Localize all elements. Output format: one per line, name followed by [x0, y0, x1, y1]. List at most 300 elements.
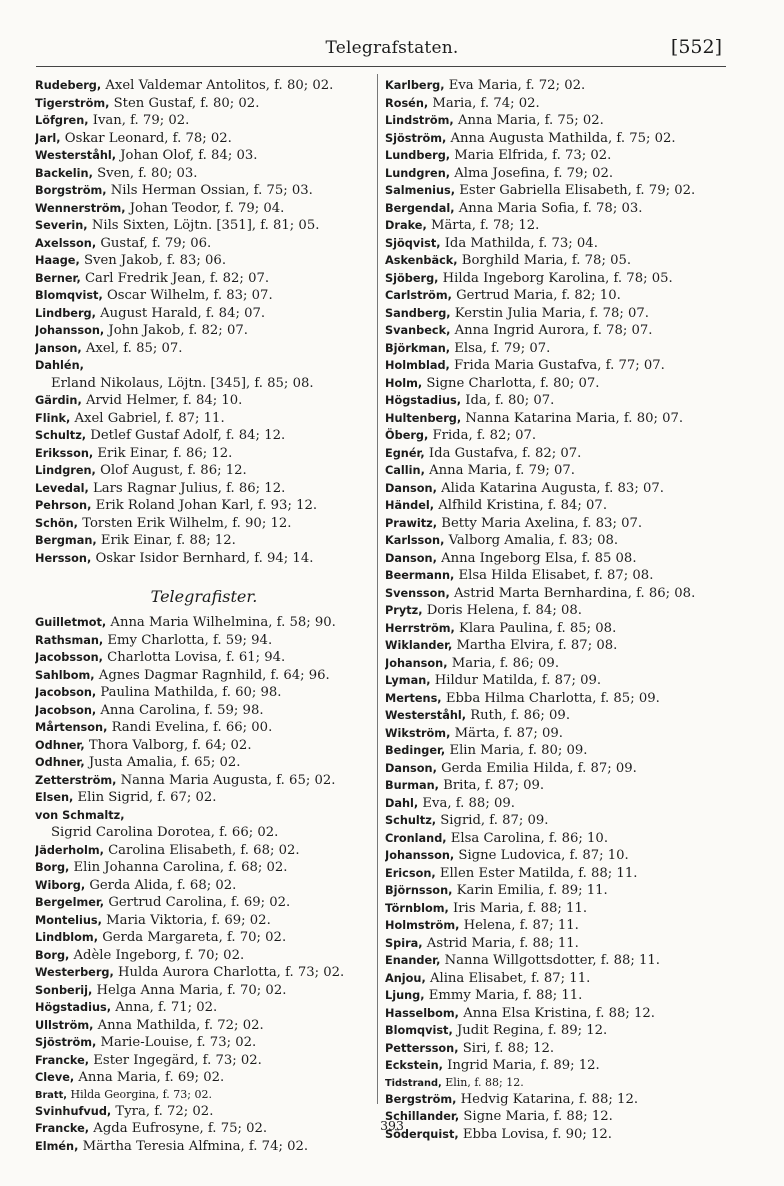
- entry-details: Maria, f. 74; 02.: [432, 95, 540, 111]
- list-item: [385, 252, 727, 270]
- entry-surname: Francke,: [35, 1053, 90, 1067]
- entry-details: Hilda Georgina, f. 73; 02.: [70, 1087, 212, 1101]
- entry-details: Anna Augusta Mathilda, f. 75; 02.: [450, 130, 676, 146]
- entry-surname: Odhner,: [35, 738, 85, 752]
- entry-details: Nils Herman Ossian, f. 75; 03.: [110, 183, 313, 198]
- list-item: [35, 614, 373, 632]
- entry-surname: Jäderholm,: [35, 843, 104, 857]
- entry-surname: Mårtenson,: [35, 721, 108, 734]
- entry-details: Sten Gustaf, f. 80; 02.: [113, 95, 260, 111]
- entry-surname: Rosén,: [385, 96, 429, 110]
- list-item: [385, 1022, 727, 1040]
- entry-surname: Holmblad,: [385, 359, 450, 372]
- entry-surname: Bergendal,: [385, 201, 455, 215]
- entry-details: Valborg Amalia, f. 83; 08.: [448, 533, 619, 548]
- list-item: [35, 217, 373, 235]
- entry-details: Marie-Louise, f. 73; 02.: [100, 1035, 257, 1050]
- entry-details: Frida Maria Gustafva, f. 77; 07.: [454, 358, 665, 373]
- list-item: [35, 754, 373, 772]
- list-item: [35, 77, 373, 95]
- entry-details: Sigrid, f. 87; 09.: [440, 813, 549, 828]
- entry-details: Eva, f. 88; 09.: [422, 795, 515, 811]
- entry-surname: Tigerström,: [35, 96, 110, 110]
- entry-surname: Högstadius,: [35, 1001, 112, 1014]
- entry-surname: Bergman,: [35, 534, 97, 547]
- list-item: [35, 807, 373, 842]
- entry-details: Oskar Leonard, f. 78; 02.: [64, 130, 232, 146]
- entry-surname: Borg,: [35, 948, 70, 962]
- entry-details: John Jakob, f. 82; 07.: [108, 323, 248, 338]
- entry-details: Erik Einar, f. 86; 12.: [97, 445, 233, 461]
- entry-surname: Callin,: [385, 464, 425, 477]
- telegrafister-list: [35, 614, 373, 1155]
- entry-surname: Lyman,: [385, 674, 431, 687]
- list-item: [385, 217, 727, 235]
- entry-surname: Westerståhl,: [35, 149, 117, 162]
- column-divider: [377, 74, 378, 1104]
- list-item: [35, 532, 373, 550]
- page-number: 393: [380, 1118, 404, 1133]
- list-item: [385, 480, 727, 498]
- entry-surname: Eckstein,: [385, 1059, 443, 1072]
- entry-surname: Rathsman,: [35, 633, 104, 647]
- entry-surname: Wiborg,: [35, 878, 86, 892]
- list-item: [385, 812, 727, 830]
- entry-surname: Hultenberg,: [385, 411, 462, 425]
- entry-details: Signe Maria, f. 88; 12.: [463, 1109, 613, 1124]
- entry-details: Ester Ingegärd, f. 73; 02.: [93, 1052, 262, 1068]
- entry-details: Oscar Wilhelm, f. 83; 07.: [106, 288, 273, 303]
- list-item: [385, 462, 727, 480]
- entry-details: Alma Josefina, f. 79; 02.: [454, 165, 614, 181]
- entry-surname: Blomqvist,: [385, 1024, 453, 1037]
- list-item: [385, 970, 727, 988]
- entry-surname: Gärdin,: [35, 394, 82, 407]
- entry-surname: Axelsson,: [35, 236, 97, 250]
- entry-surname: Cleve,: [35, 1071, 75, 1084]
- entry-surname: Wikström,: [385, 726, 451, 740]
- entry-surname: Lindblom,: [35, 931, 98, 944]
- entry-surname: Holm,: [385, 376, 423, 390]
- list-item: [385, 620, 727, 638]
- entry-details: Elin Maria, f. 80; 09.: [449, 743, 588, 758]
- list-item: [385, 1057, 727, 1075]
- list-item: [385, 165, 727, 183]
- entry-surname: Johansson,: [35, 324, 105, 337]
- entry-surname: Pettersson,: [385, 1041, 459, 1055]
- entry-surname: Karlberg,: [385, 79, 445, 92]
- entry-details: Ruth, f. 86; 09.: [470, 708, 571, 723]
- list-item: [35, 112, 373, 130]
- entry-surname: Danson,: [385, 761, 437, 775]
- list-item: [35, 912, 373, 930]
- list-item: [35, 894, 373, 912]
- page-header: [0, 38, 784, 62]
- entry-surname: Francke,: [35, 1122, 90, 1135]
- list-item: [35, 392, 373, 410]
- entry-details: Charlotta Lovisa, f. 61; 94.: [107, 650, 286, 665]
- entry-details: Anna Maria, f. 79; 07.: [429, 463, 575, 478]
- list-item: [385, 270, 727, 288]
- entry-surname: Lindström,: [385, 114, 454, 127]
- list-item: [385, 305, 727, 323]
- list-item: [385, 77, 727, 95]
- list-item: [35, 1069, 373, 1087]
- list-item: [385, 1075, 727, 1091]
- entry-details: Frida, f. 82; 07.: [432, 428, 537, 443]
- entry-details: Lars Ragnar Julius, f. 86; 12.: [92, 480, 286, 496]
- list-item: [35, 427, 373, 445]
- list-item: [35, 497, 373, 515]
- list-item: [385, 1040, 727, 1058]
- entry-details: Emmy Maria, f. 88; 11.: [428, 988, 583, 1003]
- entry-surname: Prytz,: [385, 604, 423, 617]
- entry-details: Olof August, f. 86; 12.: [100, 463, 247, 478]
- entry-surname: Lindberg,: [35, 306, 96, 320]
- list-item: [35, 999, 373, 1017]
- list-item: [385, 567, 727, 585]
- entry-details: Kerstin Julia Maria, f. 78; 07.: [454, 305, 649, 321]
- entry-surname: Spira,: [385, 936, 423, 950]
- entry-surname: Askenbäck,: [385, 254, 458, 267]
- entry-details: Anna Ingrid Aurora, f. 78; 07.: [454, 323, 653, 338]
- list-item: [385, 147, 727, 165]
- list-item: [35, 842, 373, 860]
- list-item: [385, 917, 727, 935]
- entry-details: Elsa, f. 79; 07.: [454, 340, 551, 356]
- entry-details: Märtha Teresia Alfmina, f. 74; 02.: [82, 1138, 309, 1154]
- entry-details: Erland Nikolaus, Löjtn. [345], f. 85; 08.: [51, 375, 314, 391]
- entry-surname: Flink,: [35, 411, 71, 425]
- entry-details: Elsa Hilda Elisabet, f. 87; 08.: [458, 568, 654, 583]
- left-column: [35, 77, 373, 1155]
- list-item: [385, 585, 727, 603]
- entry-surname: Enander,: [385, 954, 441, 967]
- list-item: [385, 200, 727, 218]
- list-item: [385, 182, 727, 200]
- entry-surname: Sjöberg,: [385, 271, 439, 285]
- list-item: [35, 340, 373, 358]
- entry-surname: Björkman,: [385, 341, 451, 355]
- list-item: [35, 95, 373, 113]
- entry-surname: Danson,: [385, 481, 437, 495]
- list-item: [35, 200, 373, 218]
- entry-details: Elsa Carolina, f. 86; 10.: [450, 830, 609, 846]
- list-item: [35, 632, 373, 650]
- entry-surname: Ullström,: [35, 1018, 94, 1032]
- entry-surname: Händel,: [385, 499, 435, 512]
- entry-surname: Borg,: [35, 861, 70, 874]
- entry-surname: Levedal,: [35, 481, 89, 495]
- entry-details: Alina Elisabet, f. 87; 11.: [429, 970, 591, 986]
- list-item: [385, 935, 727, 953]
- entry-details: Gerda Alida, f. 68; 02.: [89, 877, 237, 893]
- entry-details: Adèle Ingeborg, f. 70; 02.: [73, 947, 245, 963]
- entry-surname: Ericson,: [385, 866, 436, 880]
- entry-surname: Wennerström,: [35, 201, 126, 215]
- list-item: [35, 1052, 373, 1070]
- entry-details: Maria Elfrida, f. 73; 02.: [454, 148, 612, 163]
- entry-surname: Severin,: [35, 219, 88, 232]
- entry-details: Axel Valdemar Antolitos, f. 80; 02.: [105, 78, 334, 93]
- list-item: [385, 427, 727, 445]
- entry-surname: Westerståhl,: [385, 709, 467, 722]
- entry-details: Carolina Elisabeth, f. 68; 02.: [108, 842, 300, 858]
- entry-surname: Rudeberg,: [35, 79, 102, 92]
- entry-details: Arvid Helmer, f. 84; 10.: [85, 393, 243, 408]
- entry-surname: Johansson,: [385, 849, 455, 862]
- entry-details: Erik Einar, f. 88; 12.: [100, 533, 236, 548]
- list-item: [35, 480, 373, 498]
- entry-surname: Anjou,: [385, 971, 426, 985]
- list-item: [385, 532, 727, 550]
- list-item: [35, 410, 373, 428]
- list-item: [35, 1017, 373, 1035]
- entry-surname: Bedinger,: [385, 744, 446, 757]
- entry-surname: Odhner,: [35, 756, 85, 769]
- entry-surname: Svinhufvud,: [35, 1104, 112, 1118]
- entry-details: Carl Fredrik Jean, f. 82; 07.: [84, 270, 270, 286]
- entry-details: Agnes Dagmar Ragnhild, f. 64; 96.: [98, 667, 330, 683]
- entry-details: Eva Maria, f. 72; 02.: [448, 78, 586, 93]
- entry-surname: Pehrson,: [35, 499, 92, 512]
- entry-surname: Elsen,: [35, 791, 74, 804]
- entry-details: Oskar Isidor Bernhard, f. 94; 14.: [95, 550, 314, 566]
- list-item: [35, 322, 373, 340]
- entry-surname: Svensson,: [385, 586, 450, 600]
- list-item: [385, 742, 727, 760]
- entry-surname: Bergelmer,: [35, 896, 105, 909]
- entry-details: Gertrud Carolina, f. 69; 02.: [108, 895, 291, 910]
- entry-surname: Törnblom,: [385, 901, 449, 915]
- entry-details: Helga Anna Maria, f. 70; 02.: [96, 982, 287, 998]
- list-item: [385, 112, 727, 130]
- list-item: [385, 497, 727, 515]
- list-item: [35, 649, 373, 667]
- entry-details: Signe Charlotta, f. 80; 07.: [426, 375, 600, 391]
- entry-surname: Blomqvist,: [35, 289, 103, 302]
- list-item: [35, 445, 373, 463]
- entry-details: Erik Roland Johan Karl, f. 93; 12.: [95, 498, 318, 513]
- entry-surname: Karlsson,: [385, 534, 445, 547]
- entry-details: Emy Charlotta, f. 59; 94.: [107, 632, 273, 648]
- list-item: [35, 877, 373, 895]
- list-item: [35, 287, 373, 305]
- entry-details: Martha Elvira, f. 87; 08.: [456, 638, 618, 653]
- list-item: [35, 305, 373, 323]
- entry-details: Gerda Emilia Hilda, f. 87; 09.: [441, 760, 637, 776]
- list-item: [385, 655, 727, 673]
- entry-details: Anna Elsa Kristina, f. 88; 12.: [463, 1005, 655, 1021]
- list-item: [385, 410, 727, 428]
- entry-surname: Berner,: [35, 271, 81, 285]
- entry-details: Nanna Willgottsdotter, f. 88; 11.: [444, 953, 660, 968]
- entry-surname: Schillander,: [385, 1110, 460, 1123]
- entry-details: Astrid Maria, f. 88; 11.: [426, 935, 579, 951]
- entry-details: Ingrid Maria, f. 89; 12.: [447, 1058, 600, 1073]
- entry-surname: Ljung,: [385, 989, 425, 1002]
- entry-surname: Backelin,: [35, 166, 93, 180]
- entry-details: Nils Sixten, Löjtn. [351], f. 81; 05.: [91, 218, 320, 233]
- entry-details: Anna Mathilda, f. 72; 02.: [97, 1017, 264, 1033]
- entry-details: Johan Teodor, f. 79; 04.: [129, 200, 285, 216]
- staff-list: [35, 77, 373, 567]
- list-item: [35, 515, 373, 533]
- list-item: [35, 147, 373, 165]
- list-item: [35, 947, 373, 965]
- list-item: [385, 847, 727, 865]
- entry-surname: Guilletmot,: [35, 616, 107, 629]
- entry-details: Brita, f. 87; 09.: [443, 778, 545, 793]
- entry-details: Hildur Matilda, f. 87; 09.: [434, 673, 602, 688]
- entry-details: Detlef Gustaf Adolf, f. 84; 12.: [90, 428, 286, 443]
- list-item: [35, 929, 373, 947]
- entry-details: Elin, f. 88; 12.: [445, 1075, 524, 1089]
- entry-surname: von Schmaltz,: [35, 808, 125, 822]
- entry-details: Iris Maria, f. 88; 11.: [453, 900, 588, 916]
- entry-details: Ida, f. 80; 07.: [465, 393, 555, 408]
- entry-surname: Haage,: [35, 254, 80, 267]
- entry-details: Nanna Katarina Maria, f. 80; 07.: [465, 410, 684, 426]
- entry-surname: Sonberij,: [35, 983, 93, 997]
- entry-surname: Salmenius,: [385, 184, 456, 197]
- entry-details: Axel, f. 85; 07.: [85, 340, 183, 356]
- right-column: [385, 77, 727, 1143]
- entry-surname: Schön,: [35, 516, 78, 530]
- entry-surname: Drake,: [385, 219, 427, 232]
- list-item: [385, 287, 727, 305]
- list-item: [35, 1138, 373, 1156]
- entry-details: Nanna Maria Augusta, f. 65; 02.: [120, 772, 336, 788]
- list-item: [385, 1005, 727, 1023]
- list-item: [385, 690, 727, 708]
- entry-details: Gerda Margareta, f. 70; 02.: [102, 930, 287, 945]
- entry-details: Hedvig Katarina, f. 88; 12.: [460, 1091, 639, 1107]
- entry-details: Ebba Lovisa, f. 90; 12.: [462, 1126, 612, 1142]
- list-item: [385, 392, 727, 410]
- entry-surname: Tidstrand,: [385, 1077, 442, 1089]
- entry-surname: Öberg,: [385, 429, 429, 442]
- list-item: [385, 95, 727, 113]
- entry-details: August Harald, f. 84; 07.: [100, 305, 266, 321]
- list-item: [385, 445, 727, 463]
- entry-details: Elin Johanna Carolina, f. 68; 02.: [73, 860, 288, 875]
- entry-details: Ivan, f. 79; 02.: [92, 113, 190, 128]
- entry-details: Anna Maria Sofia, f. 78; 03.: [458, 200, 643, 216]
- page-title: Telegrafstaten.: [325, 38, 459, 58]
- entry-surname: Sjöqvist,: [385, 236, 441, 250]
- entry-details: Klara Paulina, f. 85; 08.: [458, 620, 617, 636]
- list-item: [35, 737, 373, 755]
- list-item: [385, 322, 727, 340]
- entry-surname: Löfgren,: [35, 114, 89, 127]
- list-item: [35, 684, 373, 702]
- entry-surname: Bergström,: [385, 1092, 457, 1106]
- list-item: [35, 182, 373, 200]
- list-item: [35, 982, 373, 1000]
- entry-details: Märta, f. 87; 09.: [454, 725, 563, 741]
- list-item: [35, 357, 373, 392]
- list-item: [35, 964, 373, 982]
- entry-surname: Lindgren,: [35, 464, 96, 477]
- header-rule: [36, 66, 726, 67]
- entry-details: Anna Carolina, f. 59; 98.: [100, 702, 264, 718]
- list-item: [35, 1034, 373, 1052]
- entry-details: Anna, f. 71; 02.: [115, 1000, 218, 1015]
- list-item: [385, 760, 727, 778]
- entry-surname: Jacobson,: [35, 703, 97, 717]
- list-item: [35, 789, 373, 807]
- entry-surname: Schultz,: [35, 429, 87, 442]
- entry-details: Märta, f. 78; 12.: [430, 218, 540, 233]
- entry-details: Sven Jakob, f. 83; 06.: [83, 253, 227, 268]
- list-item: [385, 707, 727, 725]
- entry-details: Betty Maria Axelina, f. 83; 07.: [441, 515, 643, 531]
- entry-details: Anna Maria, f. 75; 02.: [457, 113, 604, 128]
- entry-details: Gertrud Maria, f. 82; 10.: [456, 288, 621, 303]
- entry-details: Elin Sigrid, f. 67; 02.: [77, 790, 217, 805]
- list-item: [35, 702, 373, 720]
- entry-details: Siri, f. 88; 12.: [462, 1040, 555, 1056]
- list-item: [35, 719, 373, 737]
- entry-details: Torsten Erik Wilhelm, f. 90; 12.: [82, 515, 292, 531]
- entry-surname: Danson,: [385, 551, 437, 565]
- entry-details: Paulina Mathilda, f. 60; 98.: [100, 685, 282, 700]
- entry-surname: Holmström,: [385, 919, 460, 932]
- entry-details: Anna Maria, f. 69; 02.: [78, 1070, 225, 1085]
- entry-surname: Burman,: [385, 779, 439, 792]
- entry-surname: Cronland,: [385, 831, 447, 845]
- list-item: [385, 672, 727, 690]
- list-item: [385, 130, 727, 148]
- list-item: [35, 772, 373, 790]
- entry-surname: Hersson,: [35, 551, 92, 565]
- list-item: [35, 252, 373, 270]
- entry-details: Ester Gabriella Elisabeth, f. 79; 02.: [459, 183, 696, 198]
- entry-details: Ida Gustafva, f. 82; 07.: [428, 445, 582, 461]
- entry-surname: Söderquist,: [385, 1127, 459, 1141]
- entry-surname: Herrström,: [385, 621, 455, 635]
- list-item: [35, 270, 373, 288]
- entry-details: Thora Valborg, f. 64; 02.: [88, 737, 252, 753]
- entry-surname: Lundgren,: [385, 166, 451, 180]
- entry-details: Randi Evelina, f. 66; 00.: [111, 720, 273, 735]
- entry-surname: Wiklander,: [385, 639, 453, 652]
- section-title-telegrafister: Telegrafister.: [150, 587, 258, 606]
- entry-surname: Borgström,: [35, 184, 107, 197]
- page-reference: [552]: [670, 36, 722, 58]
- entry-details: Karin Emilia, f. 89; 11.: [456, 883, 608, 898]
- entry-details: Anna Ingeborg Elsa, f. 85 08.: [441, 550, 637, 566]
- list-item: [385, 777, 727, 795]
- entry-details: Hilda Ingeborg Karolina, f. 78; 05.: [442, 270, 673, 286]
- list-item: [385, 830, 727, 848]
- entry-surname: Johanson,: [385, 656, 448, 670]
- list-item: [385, 725, 727, 743]
- entry-details: Astrid Marta Bernhardina, f. 86; 08.: [453, 585, 696, 601]
- entry-details: Axel Gabriel, f. 87; 11.: [74, 410, 225, 426]
- list-item: [385, 865, 727, 883]
- entry-surname: Dahl,: [385, 796, 419, 810]
- entry-details: Maria Viktoria, f. 69; 02.: [106, 912, 271, 928]
- entry-surname: Jacobson,: [35, 686, 97, 699]
- list-item: [385, 515, 727, 533]
- entry-surname: Schultz,: [385, 814, 437, 827]
- entry-surname: Sjöström,: [385, 131, 447, 145]
- list-item: [385, 637, 727, 655]
- entry-surname: Sandberg,: [385, 306, 451, 320]
- entry-surname: Eriksson,: [35, 446, 94, 460]
